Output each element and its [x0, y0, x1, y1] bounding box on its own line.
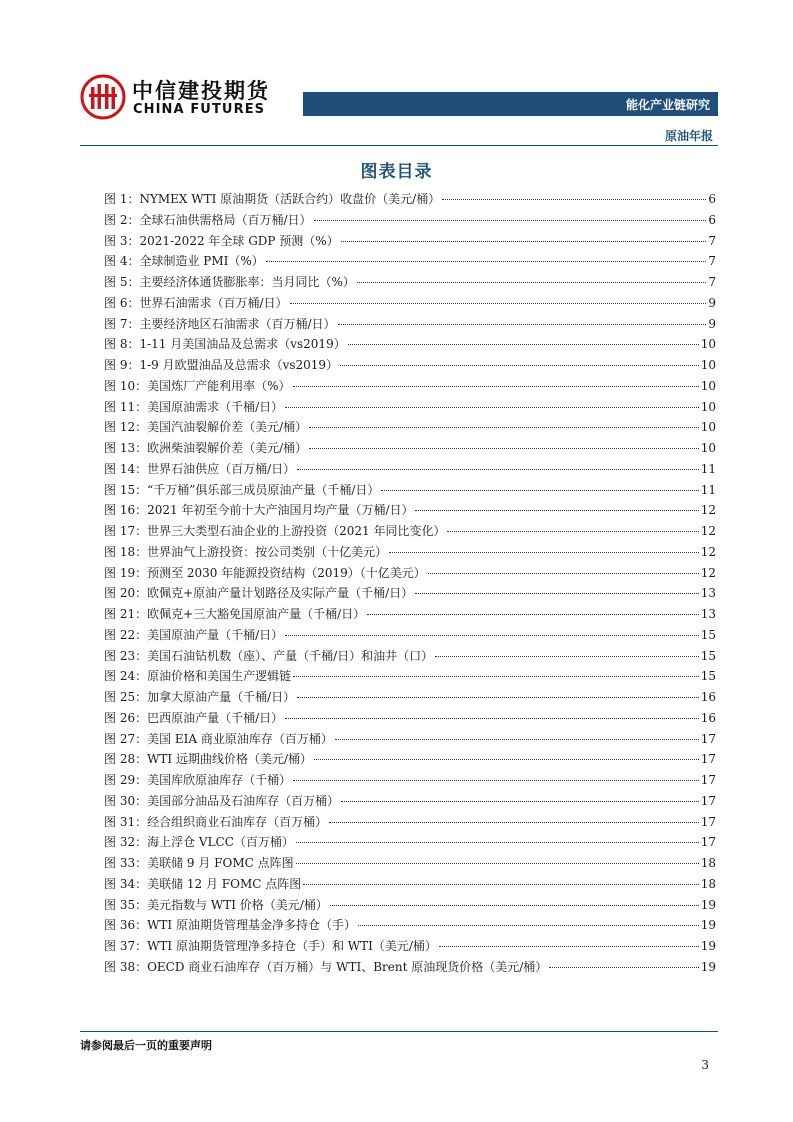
toc-entry-page: 19 [700, 918, 716, 933]
toc-dot-leader [340, 364, 699, 366]
toc-dot-leader [314, 219, 707, 221]
toc-entry[interactable] [104, 770, 716, 791]
toc-entry-page: 7 [708, 233, 716, 248]
toc-dot-leader [335, 738, 699, 740]
toc-dot-leader [381, 489, 698, 491]
page-number: 3 [701, 1058, 709, 1072]
toc-dot-leader [357, 281, 707, 283]
toc-entry-page: 19 [700, 897, 716, 912]
toc-dot-leader [296, 841, 699, 843]
toc-entry-page: 12 [700, 503, 716, 518]
toc-entry[interactable] [104, 376, 716, 397]
toc-entry[interactable] [104, 895, 716, 916]
toc-entry[interactable] [104, 625, 716, 646]
toc-dot-leader [549, 966, 698, 968]
toc-entry-label: 图 25：加拿大原油产量（千桶/日） [104, 690, 296, 704]
toc-entry-label: 图 19：预测至 2030 年能源投资结构（2019）（十亿美元） [104, 565, 426, 580]
toc-entry-page: 12 [700, 565, 716, 580]
toc-entry[interactable] [104, 397, 716, 418]
brand-name-en: CHINA FUTURES [133, 102, 266, 117]
toc-entry[interactable] [104, 957, 716, 978]
toc-dot-leader [367, 613, 699, 615]
toc-entry-page: 18 [700, 856, 716, 870]
toc-entry[interactable] [104, 210, 716, 231]
toc-entry[interactable] [104, 646, 716, 667]
toc-entry-page: 9 [708, 295, 716, 310]
header-section-label: 能化产业链研究 [625, 97, 710, 112]
toc-entry-label: 图 32：海上浮仓 VLCC（百万桶） [104, 835, 294, 850]
toc-entry[interactable] [104, 355, 716, 376]
toc-entry-label: 图 14：世界石油供应（百万桶/日） [104, 461, 296, 476]
toc-dot-leader [348, 343, 699, 345]
toc-entry-label: 图 23：美国石油钻机数（座）、产量（千桶/日）和油井（口） [104, 648, 434, 663]
toc-entry-page: 16 [700, 710, 716, 725]
toc-dot-leader [285, 634, 699, 636]
toc-entry-label: 图 2：全球石油供需格局（百万桶/日） [104, 212, 312, 227]
toc-entry-label: 图 28：WTI 远期曲线价格（美元/桶） [104, 752, 313, 767]
toc-entry-page: 19 [700, 939, 716, 953]
toc-dot-leader [293, 675, 699, 677]
toc-entry-page: 17 [700, 752, 716, 767]
report-type-label: 原油年报 [664, 129, 713, 143]
toc-dot-leader [442, 198, 706, 200]
toc-entry-label: 图 17：世界三大类型石油企业的上游投资（2021 年同比变化） [104, 524, 446, 538]
toc-entry[interactable] [104, 874, 716, 895]
toc-dot-leader [415, 592, 699, 594]
toc-entry[interactable] [104, 272, 716, 293]
footer-divider [80, 1031, 718, 1032]
toc-entry[interactable] [104, 417, 716, 438]
toc-entry-label: 图 22：美国原油产量（千桶/日） [104, 627, 284, 642]
toc-entry-label: 图 20：欧佩克+原油产量计划路径及实际产量（千桶/日） [104, 586, 414, 601]
toc-dot-leader [439, 945, 699, 947]
toc-entry[interactable] [104, 832, 716, 853]
toc-entry-label: 图 13：欧洲柴油裂解价差（美元/桶） [104, 441, 308, 455]
toc-entry-page: 17 [700, 793, 716, 808]
toc-entry[interactable] [104, 251, 716, 272]
toc-entry[interactable] [104, 666, 716, 687]
toc-entry-page: 17 [700, 814, 716, 829]
toc-dot-leader [297, 468, 699, 470]
toc-entry-page: 17 [700, 773, 716, 787]
toc-entry[interactable] [104, 293, 716, 314]
toc-entry[interactable] [104, 583, 716, 604]
toc-dot-leader [435, 655, 699, 657]
citic-logo-icon [80, 74, 126, 120]
toc-dot-leader [266, 260, 707, 262]
toc-entry-page: 7 [708, 275, 716, 289]
toc-entry[interactable] [104, 334, 716, 355]
brand-name-cn: 中信建投期货 [132, 79, 270, 103]
toc-dot-leader [293, 779, 699, 781]
toc-dot-leader [415, 509, 698, 511]
toc-entry-label: 图 3：2021-2022 年全球 GDP 预测（%） [104, 233, 339, 248]
toc-entry-label: 图 24：原油价格和美国生产逻辑链 [104, 669, 292, 684]
toc-entry-label: 图 35：美元指数与 WTI 价格（美元/桶） [104, 897, 328, 912]
toc-entry-label: 图 1：NYMEX WTI 原油期货（活跃合约）收盘价（美元/桶） [104, 192, 441, 206]
toc-entry-page: 11 [700, 461, 716, 476]
toc-entry-page: 12 [700, 524, 716, 538]
toc-dot-leader [303, 883, 698, 885]
table-of-figures [104, 189, 716, 978]
header-section-bar [303, 92, 718, 116]
toc-entry-label: 图 29：美国库欣原油库存（千桶） [104, 773, 292, 787]
toc-entry-page: 10 [700, 441, 716, 455]
toc-entry-label: 图 6：世界石油需求（百万桶/日） [104, 295, 288, 310]
toc-entry[interactable] [104, 915, 716, 936]
toc-entry-page: 17 [700, 835, 716, 850]
toc-entry[interactable] [104, 708, 716, 729]
toc-entry-label: 图 38：OECD 商业石油库存（百万桶）与 WTI、Brent 原油现货价格（美元/桶） [104, 959, 548, 974]
toc-entry[interactable] [104, 749, 716, 770]
toc-dot-leader [341, 800, 699, 802]
toc-entry[interactable] [104, 563, 716, 584]
toc-entry-label: 图 37：WTI 原油期货管理净多持仓（手）和 WTI（美元/桶） [104, 939, 437, 953]
toc-entry-page: 7 [708, 254, 716, 269]
toc-dot-leader [338, 323, 707, 325]
toc-entry[interactable] [104, 231, 716, 252]
toc-entry-label: 图 34：美联储 12 月 FOMC 点阵图 [104, 876, 302, 891]
toc-dot-leader [285, 406, 699, 408]
toc-entry[interactable] [104, 604, 716, 625]
toc-entry[interactable] [104, 687, 716, 708]
header-divider [80, 145, 718, 146]
toc-entry-page: 15 [700, 648, 716, 663]
toc-entry-page: 6 [708, 192, 716, 206]
page-title: 图表目录 [360, 162, 433, 182]
toc-dot-leader [447, 530, 698, 532]
toc-entry-label: 图 33：美联储 9 月 FOMC 点阵图 [104, 856, 294, 870]
toc-entry[interactable] [104, 853, 716, 874]
toc-entry-label: 图 27：美国 EIA 商业原油库存（百万桶） [104, 731, 333, 746]
toc-entry-label: 图 30：美国部分油品及石油库存（百万桶） [104, 793, 340, 808]
toc-entry-page: 10 [700, 420, 716, 435]
toc-dot-leader [297, 696, 699, 698]
toc-entry-label: 图 7：主要经济地区石油需求（百万桶/日） [104, 316, 336, 331]
toc-entry[interactable] [104, 438, 716, 459]
toc-entry-page: 10 [700, 378, 716, 393]
toc-dot-leader [290, 302, 707, 304]
toc-entry-page: 12 [700, 544, 716, 559]
toc-dot-leader [329, 821, 699, 823]
toc-entry-page: 13 [700, 607, 716, 621]
toc-entry[interactable] [104, 189, 716, 210]
toc-entry[interactable] [104, 500, 716, 521]
toc-entry-page: 13 [700, 586, 716, 601]
toc-entry-page: 11 [700, 482, 716, 497]
toc-entry-page: 19 [700, 959, 716, 974]
toc-entry-page: 10 [700, 399, 716, 414]
toc-entry-label: 图 12：美国汽油裂解价差（美元/桶） [104, 420, 308, 435]
toc-entry-page: 15 [700, 627, 716, 642]
toc-entry-label: 图 5：主要经济体通货膨胀率：当月同比（%） [104, 275, 355, 289]
toc-entry-label: 图 9：1-9 月欧盟油品及总需求（vs2019） [104, 358, 339, 372]
toc-dot-leader [314, 758, 699, 760]
toc-entry[interactable] [104, 729, 716, 750]
toc-entry-label: 图 31：经合组织商业石油库存（百万桶） [104, 814, 328, 829]
toc-entry-page: 16 [700, 690, 716, 704]
toc-entry-page: 17 [700, 731, 716, 746]
toc-entry[interactable] [104, 459, 716, 480]
toc-entry[interactable] [104, 480, 716, 501]
toc-dot-leader [330, 904, 699, 906]
toc-entry-page: 18 [700, 876, 716, 891]
toc-entry-label: 图 10：美国炼厂产能利用率（%） [104, 378, 291, 393]
toc-entry-label: 图 15：“千万桶”俱乐部三成员原油产量（千桶/日） [104, 482, 380, 497]
toc-entry-page: 10 [700, 358, 716, 372]
toc-entry-page: 9 [708, 316, 716, 331]
toc-entry-page: 15 [700, 669, 716, 684]
toc-dot-leader [309, 447, 699, 449]
toc-entry-label: 图 36：WTI 原油期货管理基金净多持仓（手） [104, 918, 356, 933]
toc-entry[interactable] [104, 812, 716, 833]
toc-entry[interactable] [104, 791, 716, 812]
toc-dot-leader [293, 385, 699, 387]
toc-entry-label: 图 4：全球制造业 PMI（%） [104, 254, 264, 269]
toc-entry-page: 10 [700, 337, 716, 352]
toc-entry[interactable] [104, 521, 716, 542]
toc-dot-leader [285, 717, 699, 719]
toc-dot-leader [309, 426, 699, 428]
toc-entry-label: 图 21：欧佩克+三大豁免国原油产量（千桶/日） [104, 607, 366, 621]
toc-entry[interactable] [104, 542, 716, 563]
toc-dot-leader [296, 862, 699, 864]
disclaimer-note: 请参阅最后一页的重要声明 [80, 1039, 212, 1052]
toc-dot-leader [358, 924, 699, 926]
toc-entry[interactable] [104, 314, 716, 335]
toc-entry[interactable] [104, 936, 716, 957]
toc-dot-leader [428, 572, 699, 574]
toc-entry-label: 图 18：世界油气上游投资：按公司类别（十亿美元） [104, 544, 388, 559]
toc-dot-leader [389, 551, 699, 553]
toc-dot-leader [341, 240, 707, 242]
toc-entry-label: 图 8：1-11 月美国油品及总需求（vs2019） [104, 337, 346, 352]
toc-entry-label: 图 16：2021 年初至今前十大产油国月均产量（万桶/日） [104, 503, 414, 518]
toc-entry-label: 图 11：美国原油需求（千桶/日） [104, 399, 284, 414]
toc-entry-page: 6 [708, 212, 716, 227]
toc-entry-label: 图 26：巴西原油产量（千桶/日） [104, 710, 284, 725]
